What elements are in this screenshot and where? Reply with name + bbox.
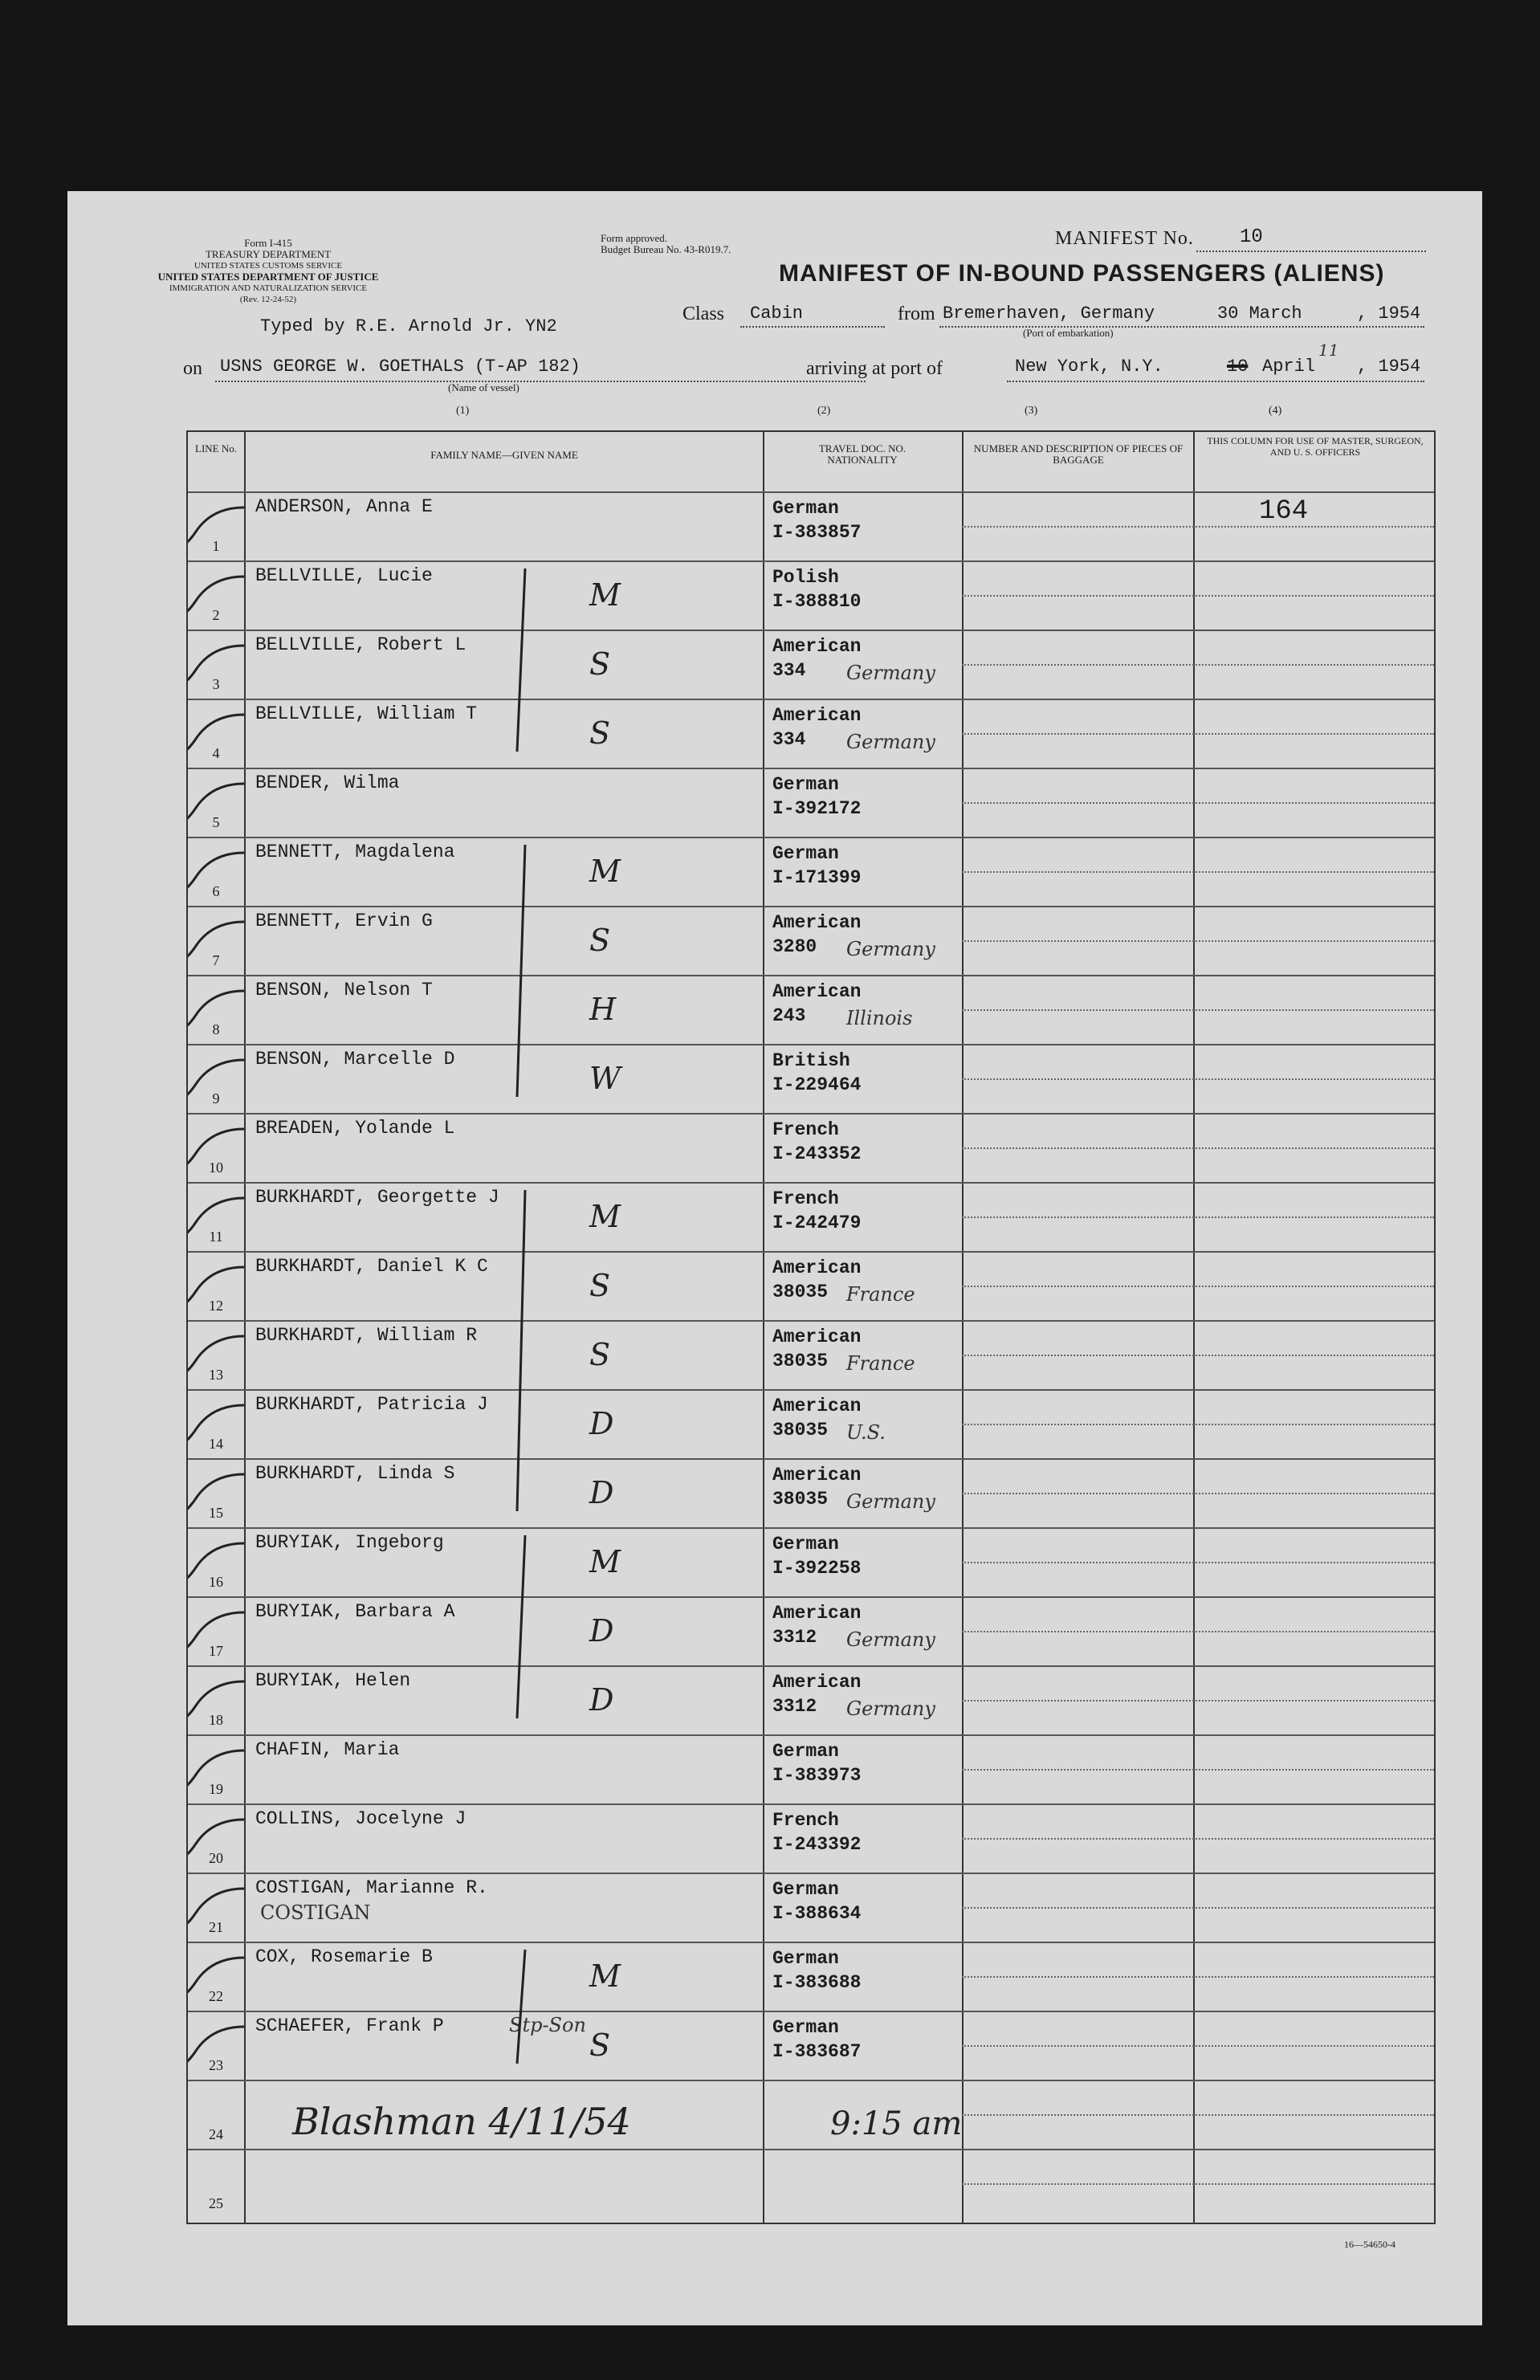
from-label: from (898, 304, 935, 324)
line-number: 25 (209, 2195, 223, 2211)
handwritten-annotation: France (846, 1283, 915, 1306)
travel-doc-number: I-383687 (772, 2041, 862, 2062)
nationality: German (772, 774, 839, 795)
nationality: American (772, 981, 862, 1002)
travel-doc-number: 38035 (772, 1420, 829, 1441)
line-number: 15 (209, 1505, 223, 1521)
manifest-no-value: 10 (1240, 226, 1263, 248)
line-number: 8 (212, 1021, 220, 1037)
budget-bureau: Budget Bureau No. 43-R019.7. (601, 243, 731, 255)
row-divider (962, 1286, 1434, 1287)
line-number: 4 (212, 745, 220, 761)
arrival-line (1007, 381, 1424, 382)
line-number: 24 (209, 2126, 223, 2142)
manifest-no-label: MANIFEST No. (1055, 228, 1194, 249)
nationality: French (772, 1188, 839, 1209)
manifest-no-line (1196, 251, 1426, 252)
travel-doc-number: 3312 (772, 1696, 817, 1717)
family-relation-mark: M (589, 1544, 621, 1579)
travel-doc-number: I-243392 (772, 1834, 862, 1855)
vessel-caption: (Name of vessel) (448, 381, 519, 393)
passenger-name: BENSON, Nelson T (255, 980, 433, 1000)
line-number: 10 (209, 1159, 223, 1176)
revision-date: (Rev. 12-24-52) (239, 295, 297, 304)
line-number: 5 (212, 814, 220, 830)
arrival-day-handwritten: 11 (1318, 340, 1339, 360)
row-divider (962, 1976, 1434, 1978)
line-number: 13 (209, 1367, 223, 1383)
header-family-name: FAMILY NAME—GIVEN NAME (430, 449, 578, 461)
justice-dept: UNITED STATES DEPARTMENT OF JUSTICE (157, 271, 379, 283)
passenger-name: COX, Rosemarie B (255, 1946, 433, 1967)
row-divider (962, 2114, 1434, 2116)
handwritten-annotation: COSTIGAN (260, 1901, 371, 1924)
handwritten-annotation: Germany (846, 731, 935, 753)
row-divider (962, 1424, 1434, 1425)
travel-doc-number: I-388634 (772, 1903, 862, 1924)
travel-doc-number: I-388810 (772, 591, 862, 612)
passenger-name: BURYIAK, Ingeborg (255, 1532, 444, 1553)
family-relation-mark: W (589, 1061, 621, 1096)
travel-doc-number: 243 (772, 1005, 806, 1026)
passenger-name: BELLVILLE, Robert L (255, 634, 466, 655)
passenger-name: COLLINS, Jocelyne J (255, 1808, 466, 1829)
travel-doc-number: I-383857 (772, 522, 862, 543)
family-relation-mark: S (589, 923, 611, 958)
handwritten-annotation: Stp-Son (509, 2014, 586, 2036)
row-divider (962, 1562, 1434, 1563)
family-relation-mark: H (589, 992, 617, 1027)
family-relation-mark: M (589, 1958, 621, 1994)
approval-block (601, 233, 731, 255)
passenger-name: BURKHARDT, Georgette J (255, 1187, 499, 1208)
passenger-name: BENSON, Marcelle D (255, 1049, 455, 1070)
nationality: German (772, 2017, 839, 2038)
nationality: French (772, 1119, 839, 1140)
row-divider (962, 733, 1434, 735)
travel-doc-number: I-243352 (772, 1143, 862, 1164)
handwritten-annotation: Germany (846, 1697, 935, 1720)
passenger-name: BELLVILLE, William T (255, 703, 478, 724)
officer-signature: Blashman 4/11/54 (292, 2100, 631, 2143)
travel-doc-number: I-392258 (772, 1558, 862, 1579)
treasury-dept: TREASURY DEPARTMENT (205, 248, 332, 260)
family-relation-mark: M (589, 577, 621, 613)
line-number: 11 (209, 1229, 223, 1245)
class-line (740, 326, 885, 328)
nationality: German (772, 1741, 839, 1762)
handwritten-annotation: Germany (846, 1628, 935, 1651)
travel-doc-number: I-392172 (772, 798, 862, 819)
departure-year: , 1954 (1357, 304, 1421, 324)
line-number: 16 (209, 1574, 223, 1590)
nationality: American (772, 705, 862, 726)
nationality: German (772, 1948, 839, 1969)
row-divider (962, 871, 1434, 873)
passenger-name: ANDERSON, Anna E (255, 496, 433, 517)
line-number: 19 (209, 1781, 223, 1797)
travel-doc-number: I-171399 (772, 867, 862, 888)
line-number: 7 (212, 952, 220, 968)
line-number: 6 (212, 883, 220, 899)
family-relation-mark: D (589, 1682, 614, 1718)
passenger-name: BURKHARDT, Linda S (255, 1463, 455, 1484)
form-approved: Form approved. (601, 232, 668, 244)
passenger-name: BREADEN, Yolande L (255, 1118, 455, 1139)
passenger-name: SCHAEFER, Frank P (255, 2015, 444, 2036)
travel-doc-number: I-242479 (772, 1212, 862, 1233)
nationality: German (772, 1879, 839, 1900)
nationality: Polish (772, 567, 839, 588)
from-value: Bremerhaven, Germany (943, 304, 1155, 324)
col-number-3: (3) (1025, 405, 1038, 417)
customs-service: UNITED STATES CUSTOMS SERVICE (194, 261, 343, 271)
row-divider (962, 802, 1434, 804)
line-number: 14 (209, 1436, 223, 1452)
handwritten-annotation: France (846, 1352, 915, 1375)
travel-doc-number: I-383688 (772, 1972, 862, 1993)
col-number-2: (2) (817, 405, 831, 417)
arriving-label: arriving at port of (806, 358, 943, 379)
travel-doc-number: 334 (772, 729, 806, 750)
handwritten-annotation: Germany (846, 1490, 935, 1513)
family-relation-mark: S (589, 2027, 611, 2063)
vessel-name: USNS GEORGE W. GOETHALS (T-AP 182) (220, 357, 581, 377)
line-number: 9 (212, 1090, 220, 1106)
passenger-name: BENNETT, Ervin G (255, 911, 433, 931)
handwritten-annotation: U.S. (846, 1421, 886, 1444)
row-divider (962, 1216, 1434, 1218)
col-number-4: (4) (1269, 405, 1282, 417)
nationality: American (772, 1465, 862, 1485)
row-divider (962, 1769, 1434, 1771)
from-line (939, 326, 1424, 328)
family-relation-mark: D (589, 1406, 614, 1441)
on-label: on (183, 358, 202, 379)
row-divider (962, 1078, 1434, 1080)
header-baggage: NUMBER AND DESCRIPTION OF PIECES OF BAGGAGE (973, 442, 1184, 466)
family-relation-mark: S (589, 715, 611, 751)
arrival-month: April (1262, 357, 1316, 377)
row-divider (962, 1009, 1434, 1011)
row-divider (962, 940, 1434, 942)
line-number: 18 (209, 1712, 223, 1728)
row-divider (962, 2045, 1434, 2047)
passenger-name: BENNETT, Magdalena (255, 842, 455, 862)
manifest-page (67, 191, 1482, 2325)
passenger-name: BURYIAK, Barbara A (255, 1601, 455, 1622)
passenger-name: COSTIGAN, Marianne R. (255, 1877, 488, 1898)
row-divider (962, 1700, 1434, 1701)
passenger-name: CHAFIN, Maria (255, 1739, 400, 1760)
row-divider (962, 595, 1434, 597)
row-divider (962, 1631, 1434, 1632)
family-relation-mark: D (589, 1613, 614, 1648)
nationality: American (772, 1396, 862, 1416)
line-number: 22 (209, 1988, 223, 2004)
class-value: Cabin (750, 304, 804, 324)
passenger-name: BURKHARDT, William R (255, 1325, 478, 1346)
arrival-day-struck: 10 (1227, 357, 1249, 377)
line-number: 2 (212, 607, 220, 623)
nationality: German (772, 1534, 839, 1555)
form-number: Form I-415 (244, 237, 292, 249)
nationality: French (772, 1810, 839, 1831)
passenger-name: BELLVILLE, Lucie (255, 565, 433, 586)
travel-doc-number: 38035 (772, 1351, 829, 1371)
nationality: American (772, 1672, 862, 1693)
nationality: American (772, 912, 862, 933)
typed-by: Typed by R.E. Arnold Jr. YN2 (260, 316, 557, 336)
nationality: American (772, 1603, 862, 1624)
arrival-port: New York, N.Y. (1015, 357, 1163, 377)
passenger-name: BURYIAK, Helen (255, 1670, 411, 1691)
header-nationality: TRAVEL DOC. NO. NATIONALITY (818, 442, 906, 466)
handwritten-annotation: Germany (846, 938, 935, 960)
passenger-name: BENDER, Wilma (255, 772, 400, 793)
line-number: 12 (209, 1298, 223, 1314)
nationality: German (772, 843, 839, 864)
handwritten-annotation: Illinois (846, 1007, 913, 1029)
class-label: Class (682, 304, 725, 324)
port-embark-caption: (Port of embarkation) (1023, 327, 1114, 339)
header-officers: THIS COLUMN FOR USE OF MASTER, SURGEON, AND U. S. OFFICERS (1207, 435, 1424, 458)
nationality: American (772, 636, 862, 657)
passenger-name: BURKHARDT, Patricia J (255, 1394, 488, 1415)
travel-doc-number: I-229464 (772, 1074, 862, 1095)
nationality: British (772, 1050, 850, 1071)
travel-doc-number: 3312 (772, 1627, 817, 1648)
travel-doc-number: 38035 (772, 1282, 829, 1302)
manifest-title: MANIFEST OF IN-BOUND PASSENGERS (ALIENS) (779, 260, 1385, 287)
family-relation-mark: M (589, 1199, 621, 1234)
officer-count: 164 (1259, 496, 1309, 527)
row-divider (962, 664, 1434, 666)
family-relation-mark: S (589, 646, 611, 682)
travel-doc-number: 334 (772, 660, 806, 681)
nationality: American (772, 1257, 862, 1278)
departure-date: 30 March (1217, 304, 1302, 324)
line-number: 17 (209, 1643, 223, 1659)
travel-doc-number: 38035 (772, 1489, 829, 1510)
family-relation-mark: S (589, 1337, 611, 1372)
line-number: 20 (209, 1850, 223, 1866)
row-divider (962, 2183, 1434, 2185)
vessel-line (215, 381, 866, 382)
passenger-table (186, 430, 1436, 2224)
form-header-block (156, 238, 381, 305)
passenger-name: BURKHARDT, Daniel K C (255, 1256, 488, 1277)
line-number: 1 (212, 538, 220, 554)
line-number: 21 (209, 1919, 223, 1935)
line-number: 23 (209, 2057, 223, 2073)
travel-doc-number: 3280 (772, 936, 817, 957)
row-divider (962, 526, 1434, 528)
header-line-no: LINE No. (195, 442, 237, 454)
travel-doc-number: I-383973 (772, 1765, 862, 1786)
nationality: German (772, 498, 839, 519)
row-divider (962, 1493, 1434, 1494)
footer-code: 16—54650-4 (1344, 2239, 1395, 2250)
row-divider (962, 1355, 1434, 1356)
nationality: American (772, 1327, 862, 1347)
signature-time: 9:15 am (830, 2105, 963, 2142)
arrival-year: , 1954 (1357, 357, 1421, 377)
row-divider (962, 1838, 1434, 1840)
family-relation-mark: M (589, 854, 621, 889)
ins-service: IMMIGRATION AND NATURALIZATION SERVICE (169, 283, 368, 293)
family-relation-mark: D (589, 1475, 614, 1510)
col-number-1: (1) (456, 405, 470, 417)
family-relation-mark: S (589, 1268, 611, 1303)
row-divider (962, 1907, 1434, 1909)
line-number: 3 (212, 676, 220, 692)
handwritten-annotation: Germany (846, 662, 935, 684)
row-divider (962, 1147, 1434, 1149)
